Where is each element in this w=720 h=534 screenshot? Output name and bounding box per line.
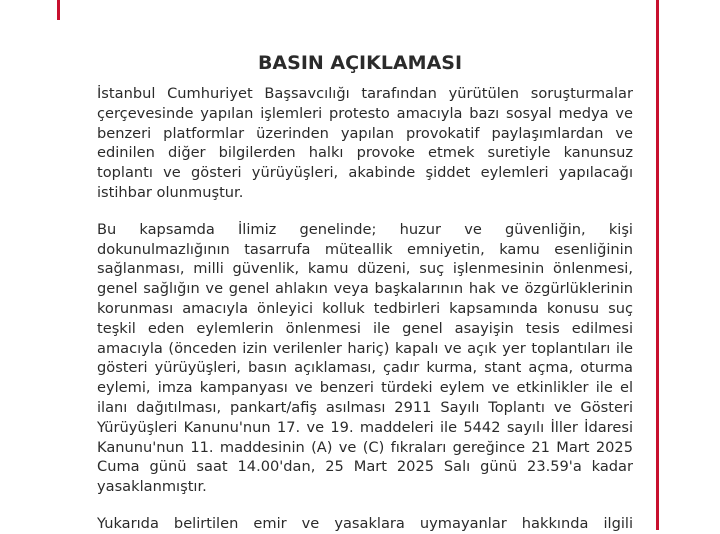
- paragraph-line: sağlanması, milli güvenlik, kamu düzeni, suç işlenmesinin önlenmesi,: [97, 260, 633, 278]
- paragraph-line: çerçevesinde yapılan işlemleri protesto amacıyla bazı sosyal medya ve: [97, 104, 633, 122]
- paragraph-line: Yukarıda belirtilen emir ve yasaklara uymayanlar hakkında ilgili: [97, 514, 633, 532]
- document-body: [97, 84, 633, 534]
- paragraph-line: İstanbul Cumhuriyet Başsavcılığı tarafından yürütülen soruşturmalar: [97, 85, 633, 102]
- paragraph-line: benzeri platformlar üzerinden yapılan provokatif paylaşımlardan ve: [97, 124, 633, 142]
- document-title: BASIN AÇIKLAMASI: [257, 52, 463, 74]
- paragraph-line: ilanı dağıtılması, pankart/afiş asılması 2911 Sayılı Toplantı ve Gösteri: [97, 398, 633, 416]
- paragraph-line: Yürüyüşleri Kanunu'nun 17. ve 19. maddeleri ile 5442 sayılı İller İdaresi: [97, 418, 633, 436]
- paragraph-line: edinilen diğer bilgilerden halkı provoke etmek suretiyle kanunsuz: [97, 144, 633, 162]
- left-border-accent: [57, 0, 60, 20]
- paragraph-line: istihbar olunmuştur.: [97, 183, 244, 201]
- paragraph-3: [97, 514, 633, 534]
- right-border-accent: [656, 0, 659, 530]
- paragraph-2: [97, 220, 633, 497]
- paragraph-line: gösteri yürüyüşleri, basın açıklaması, çadır kurma, stant açma, oturma: [97, 359, 633, 377]
- paragraph-line: amacıyla (önceden izin verilenler hariç) kapalı ve açık yer toplantıları ile: [97, 339, 633, 357]
- paragraph-line: toplantı ve gösteri yürüyüşleri, akabinde şiddet eylemleri yapılacağı: [97, 164, 633, 182]
- paragraph-line: Kanunu'nun 11. maddesinin (A) ve (C) fıkraları gereğince 21 Mart 2025: [97, 438, 633, 456]
- paragraph-line: yasaklanmıştır.: [97, 478, 207, 496]
- paragraph-line: Bu kapsamda İlimiz genelinde; huzur ve güvenliğin, kişi: [97, 220, 633, 238]
- paragraph-line: genel sağlığın ve genel ahlakın veya başkalarının hak ve özgürlüklerinin: [97, 280, 633, 298]
- paragraph-line: korunması amacıyla önleyici kolluk tedbirleri kapsamında konusu suç: [97, 299, 633, 317]
- paragraph-line: dokunulmazlığının tasarrufa müteallik emniyetin, kamu esenliğinin: [97, 240, 633, 258]
- paragraph-line: Cuma günü saat 14.00'dan, 25 Mart 2025 Salı günü 23.59'a kadar: [97, 458, 633, 476]
- paragraph-line: eylemi, imza kampanyası ve benzeri türdeki eylem ve etkinlikler ile el: [97, 379, 633, 397]
- paragraph-1: [97, 84, 633, 203]
- paragraph-line: teşkil eden eylemlerin önlenmesi ile genel asayişin tesis edilmesi: [97, 319, 633, 337]
